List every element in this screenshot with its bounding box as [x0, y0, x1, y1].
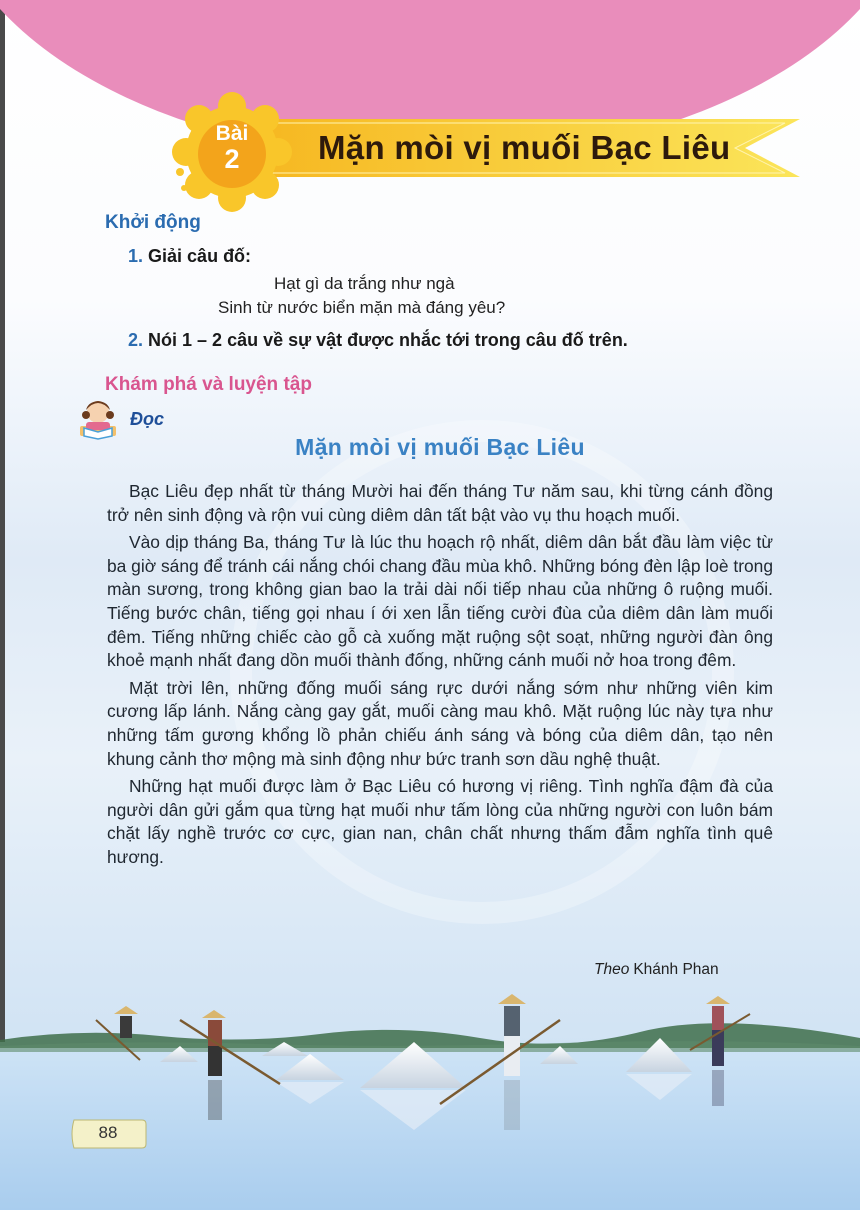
paragraph: Những hạt muối được làm ở Bạc Liêu có hương vị riêng. Tình nghĩa đậm đà của người dân gửi gắm qua từng hạt muối như tấm lòng của những người con luôn bám chặt lấy nghề trước cơ cực, gian nan, chân chất nhưng thấm đẫm nghĩa tình quê hương. [107, 776, 773, 867]
lesson-number: 2 [224, 144, 240, 174]
page-number: 88 [98, 1123, 118, 1142]
riddle-line-2: Sinh từ nước biển mặn mà đáng yêu? [218, 298, 506, 317]
lesson-word: Bài [215, 122, 249, 145]
question-2-number: 2. [128, 330, 144, 350]
explore-heading: Khám phá và luyện tập [105, 374, 312, 395]
question-1 [128, 246, 251, 267]
source-credit [594, 961, 719, 979]
salt-field-illustration [0, 980, 860, 1210]
question-2-text: Nói 1 – 2 câu về sự vật được nhắc tới trong câu đố trên. [148, 330, 628, 350]
source-prefix: Theo [594, 961, 630, 978]
reading-label: Đọc [130, 409, 165, 429]
lesson-title: Mặn mòi vị muối Bạc Liêu [318, 129, 731, 166]
warmup-heading: Khởi động [105, 212, 201, 233]
source-author: Khánh Phan [633, 961, 719, 978]
lesson-title-banner [230, 115, 800, 181]
paragraph: Bạc Liêu đẹp nhất từ tháng Mười hai đến tháng Tư năm sau, khi từng cánh đồng trở nên sinh động và rộn vui cùng diêm dân tất bật vào vụ thu hoạch muối. [107, 481, 773, 525]
paragraph: Vào dịp tháng Ba, tháng Tư là lúc thu hoạch rộ nhất, diêm dân bắt đầu làm việc từ ba giờ sáng để tránh cái nắng chói chang đầu mùa khô. Những bóng đèn lập loè trong màn sương, trong không gian bao la trải dài nối tiếp nhau của những ô ruộng muối. Tiếng bước chân, tiếng gọi nhau í ới xen lẫn tiếng cười đùa của diêm dân làm muối đêm. Tiếng những chiếc cào gỗ cà xuống mặt ruộng sột soạt, những người đàn ông khoẻ mạnh nhất đang dồn muối thành đống, những cánh muối nở hoa trong đêm. [107, 532, 774, 671]
riddle-line-1: Hạt gì da trắng như ngà [274, 274, 455, 293]
lesson-number-badge [172, 92, 292, 212]
reading-title: Mặn mòi vị muối Bạc Liêu [295, 434, 585, 460]
paragraph: Mặt trời lên, những đống muối sáng rực dưới nắng sớm như những viên kim cương lấp lánh. Nắng càng gay gắt, muối càng mau khô. Mặt ruộng lúc này tựa như những tấm gương khổng lồ phản chiếu ánh sáng và bóng của diêm dân, tạo nên khung cảnh thơ mộng mà sinh động như bức tranh sơn dầu nghệ thuật. [107, 677, 773, 769]
reading-passage [107, 480, 773, 874]
question-2 [128, 330, 628, 351]
question-1-text: Giải câu đố: [148, 246, 252, 266]
question-1-number: 1. [128, 246, 144, 266]
